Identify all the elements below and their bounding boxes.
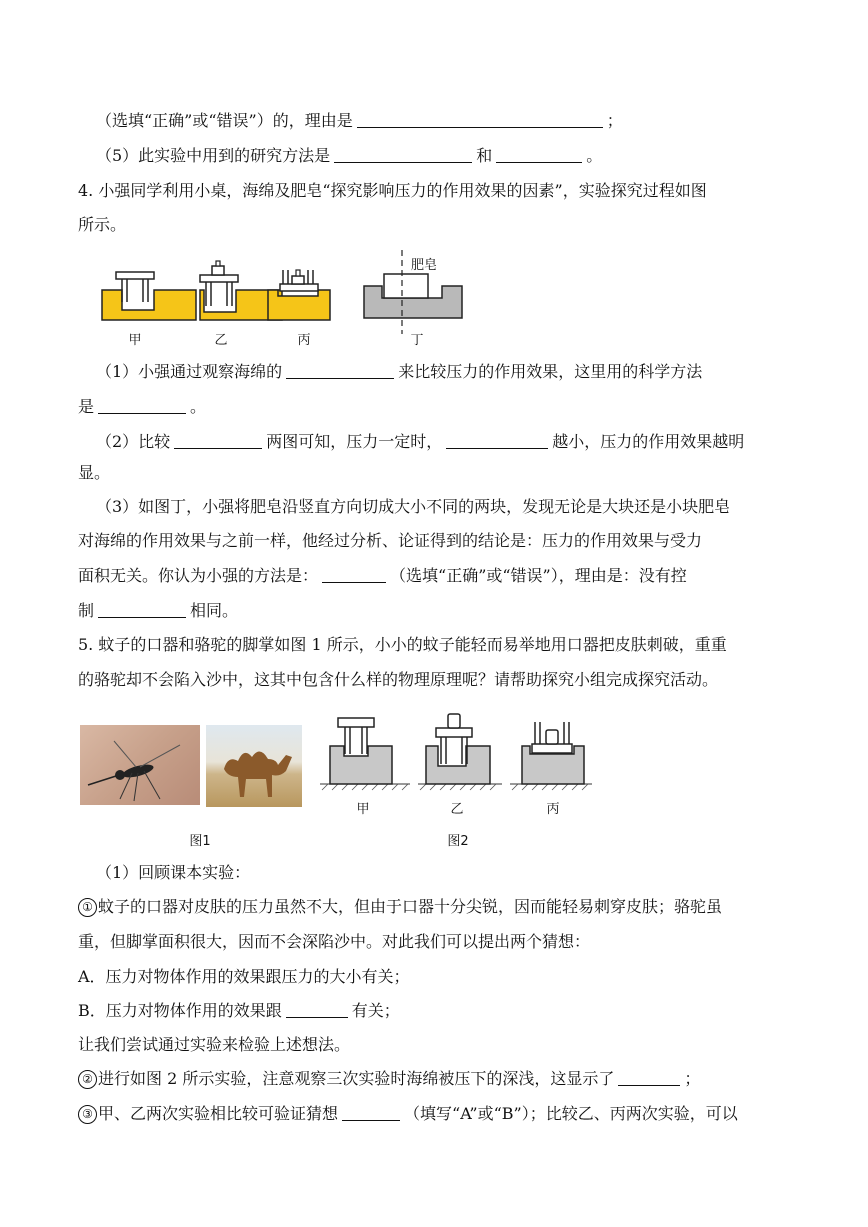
q5-l5: ③ 甲、乙两次实验相比较可验证猜想 （填写“A”或“B”）；比较乙、丙两次实验，可以 bbox=[78, 1103, 738, 1125]
q5-figure2 bbox=[318, 712, 594, 804]
q5-option-b: B．压力对物体作用的效果跟 有关； bbox=[78, 1001, 400, 1020]
q3-text: （选填“正确”或“错误”）的，理由是 bbox=[96, 111, 353, 130]
mosquito-photo bbox=[80, 725, 200, 805]
figure-label-ding: 丁 bbox=[410, 333, 424, 348]
q5-stem-line2: 的骆驼却不会陷入沙中，这其中包含什么样的物理原理呢？请帮助探究小组完成探究活动。 bbox=[78, 670, 719, 689]
answer-blank[interactable] bbox=[357, 111, 603, 128]
q4-stem-line2: 所示。 bbox=[78, 215, 127, 234]
q4-part3-l4: 制 相同。 bbox=[78, 601, 239, 620]
camel-photo bbox=[206, 725, 302, 807]
q5-l3: 让我们尝试通过实验来检验上述想法。 bbox=[78, 1035, 351, 1054]
circled-number-3: ③ bbox=[78, 1105, 97, 1124]
circled-number-1: ① bbox=[78, 898, 97, 917]
q5-review: （1）回顾课本实验： bbox=[96, 863, 251, 882]
answer-blank[interactable] bbox=[286, 362, 394, 379]
q5-stem-line1: 5. 蚊子的口器和骆驼的脚掌如图 1 所示，小小的蚊子能轻而易举地用口器把皮肤刺破，重重 bbox=[78, 635, 727, 654]
q4-stem-line1: 4. 小强同学利用小桌，海绵及肥皂“探究影响压力的作用效果的因素”，实验探究过程如图 bbox=[78, 181, 707, 200]
answer-blank[interactable] bbox=[98, 397, 186, 414]
figure-label-yi: 乙 bbox=[214, 333, 228, 348]
figure-jia bbox=[102, 272, 196, 320]
answer-blank[interactable] bbox=[342, 1104, 400, 1121]
soap-label: 肥皂 bbox=[410, 258, 437, 273]
q5-l1: ① 蚊子的口器对皮肤的压力虽然不大，但由于口器十分尖锐，因而能轻易刺穿皮肤；骆驼虽 bbox=[78, 896, 722, 918]
q5-l2: 重，但脚掌面积很大，因而不会深陷沙中。对此我们可以提出两个猜想： bbox=[78, 932, 591, 951]
answer-blank[interactable] bbox=[286, 1001, 348, 1018]
answer-blank[interactable] bbox=[334, 146, 472, 163]
circled-number-2: ② bbox=[78, 1070, 97, 1089]
figure-label-bing: 丙 bbox=[297, 333, 311, 348]
fig2-label-yi: 乙 bbox=[450, 802, 464, 817]
q3-line-reason: （选填“正确”或“错误”）的，理由是 ； bbox=[96, 111, 623, 130]
answer-blank[interactable] bbox=[496, 146, 582, 163]
fig1-caption: 图1 bbox=[189, 834, 211, 849]
q5-option-a: A．压力对物体作用的效果跟压力的大小有关； bbox=[78, 967, 410, 986]
q5-l4: ② 进行如图 2 所示实验，注意观察三次实验时海绵被压下的深浅，这显示了 ； bbox=[78, 1068, 700, 1090]
q4-part3-l1: （3）如图丁，小强将肥皂沿竖直方向切成大小不同的两块，发现无论是大块还是小块肥皂 bbox=[96, 497, 731, 516]
q4-part2: （2）比较 两图可知，压力一定时， 越小，压力的作用效果越明 bbox=[96, 432, 745, 451]
q4-part3-l2: 对海绵的作用效果与之前一样，他经过分析、论证得到的结论是：压力的作用效果与受力 bbox=[78, 531, 703, 550]
figure-bing bbox=[268, 270, 330, 320]
fig2-label-jia: 甲 bbox=[356, 802, 370, 817]
answer-blank[interactable] bbox=[446, 432, 548, 449]
q4-part2-cont: 显。 bbox=[78, 463, 111, 482]
q4-part3-l3: 面积无关。你认为小强的方法是： （选填“正确”或“错误”），理由是：没有控 bbox=[78, 566, 687, 585]
q3-line-methods: （5）此实验中用到的研究方法是 和 。 bbox=[96, 146, 603, 165]
answer-blank[interactable] bbox=[322, 566, 386, 583]
figure-label-jia: 甲 bbox=[128, 333, 142, 348]
fig2-label-bing: 丙 bbox=[546, 802, 560, 817]
q4-part1-cont: 是 。 bbox=[78, 397, 207, 416]
answer-blank[interactable] bbox=[174, 432, 262, 449]
answer-blank[interactable] bbox=[98, 601, 186, 618]
q4-part1: （1）小强通过观察海绵的 来比较压力的作用效果，这里用的科学方法 bbox=[96, 362, 703, 381]
fig2-caption: 图2 bbox=[447, 834, 469, 849]
answer-blank[interactable] bbox=[618, 1069, 680, 1086]
